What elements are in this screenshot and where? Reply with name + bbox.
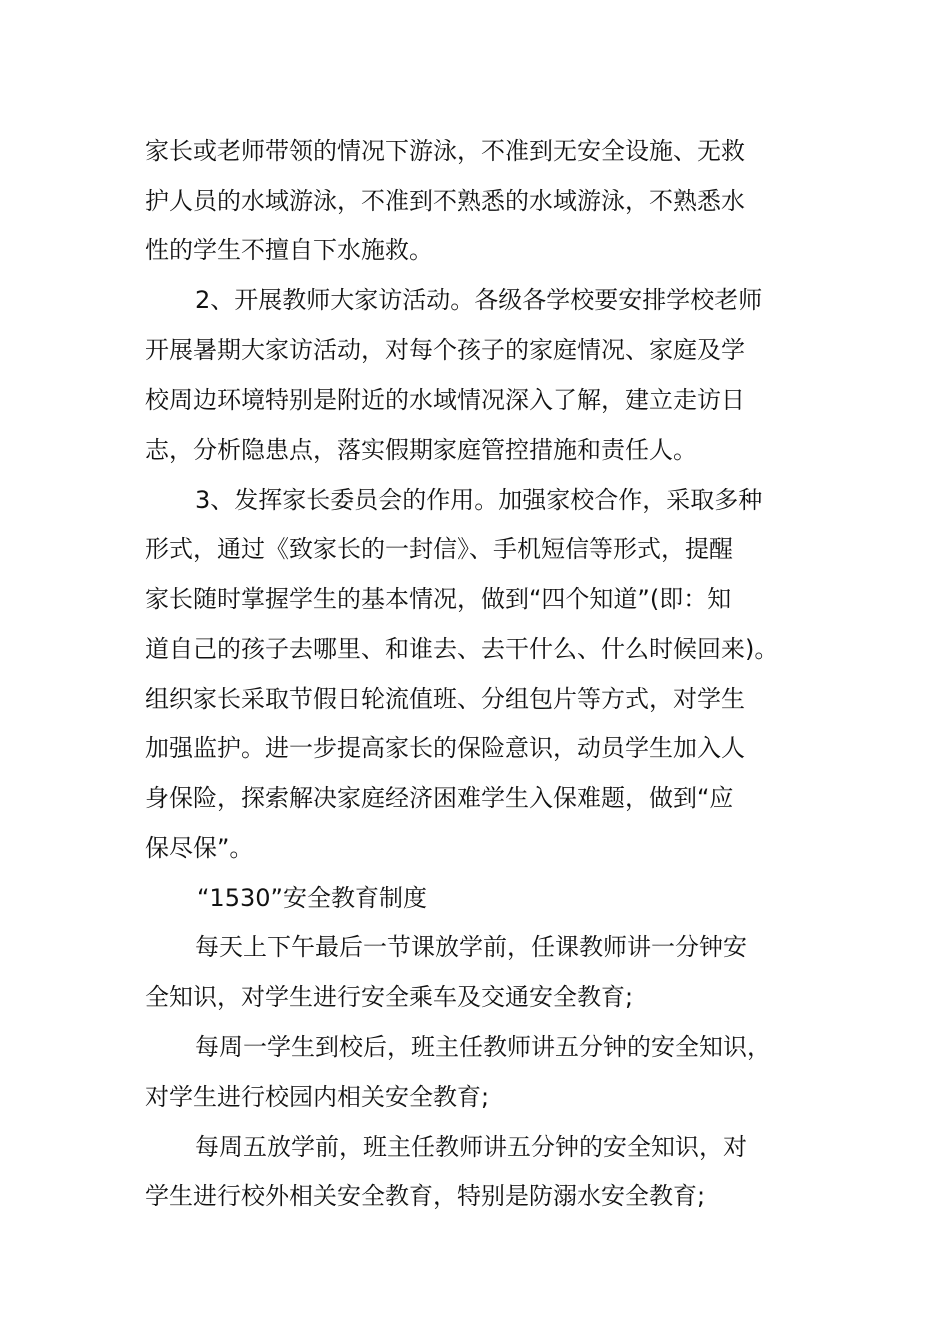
paragraph-start-line: 每周五放学前，班主任教师讲五分钟的安全知识，对 xyxy=(195,1133,747,1161)
text-line: 家长或老师带领的情况下游泳，不准到无安全设施、无救 xyxy=(145,137,745,165)
text-line: 开展暑期大家访活动，对每个孩子的家庭情况、家庭及学 xyxy=(145,336,745,364)
text-line: 形式，通过《致家长的一封信》、手机短信等形式，提醒 xyxy=(145,535,733,563)
text-line: 组织家长采取节假日轮流值班、分组包片等方式，对学生 xyxy=(145,685,745,713)
paragraph-start-line: 每天上下午最后一节课放学前，任课教师讲一分钟安 xyxy=(195,933,747,961)
text-line: 对学生进行校园内相关安全教育; xyxy=(145,1083,490,1111)
paragraph-start-line: 2、开展教师大家访活动。各级各学校要安排学校老师 xyxy=(195,286,763,314)
text-line: 学生进行校外相关安全教育，特别是防溺水安全教育; xyxy=(145,1182,706,1210)
text-line: 志，分析隐患点，落实假期家庭管控措施和责任人。 xyxy=(145,436,697,464)
text-line: 身保险，探索解决家庭经济困难学生入保难题，做到“应 xyxy=(145,784,734,812)
paragraph-start-line: 3、发挥家长委员会的作用。加强家校合作，采取多种 xyxy=(195,486,763,514)
text-line: 保尽保”。 xyxy=(145,834,254,862)
text-line: 校周边环境特别是附近的水域情况深入了解，建立走访日 xyxy=(145,386,745,414)
text-line: 道自己的孩子去哪里、和谁去、去干什么、什么时候回来)。 xyxy=(145,635,779,663)
text-line: 性的学生不擅自下水施救。 xyxy=(145,236,433,264)
text-line: 家长随时掌握学生的基本情况，做到“四个知道”(即：知 xyxy=(145,585,732,613)
section-heading: “1530”安全教育制度 xyxy=(197,884,427,912)
text-line: 加强监护。进一步提高家长的保险意识，动员学生加入人 xyxy=(145,734,745,762)
paragraph-start-line: 每周一学生到校后，班主任教师讲五分钟的安全知识， xyxy=(195,1033,771,1061)
text-line: 护人员的水域游泳，不准到不熟悉的水域游泳，不熟悉水 xyxy=(145,187,745,215)
text-line: 全知识，对学生进行安全乘车及交通安全教育; xyxy=(145,983,634,1011)
